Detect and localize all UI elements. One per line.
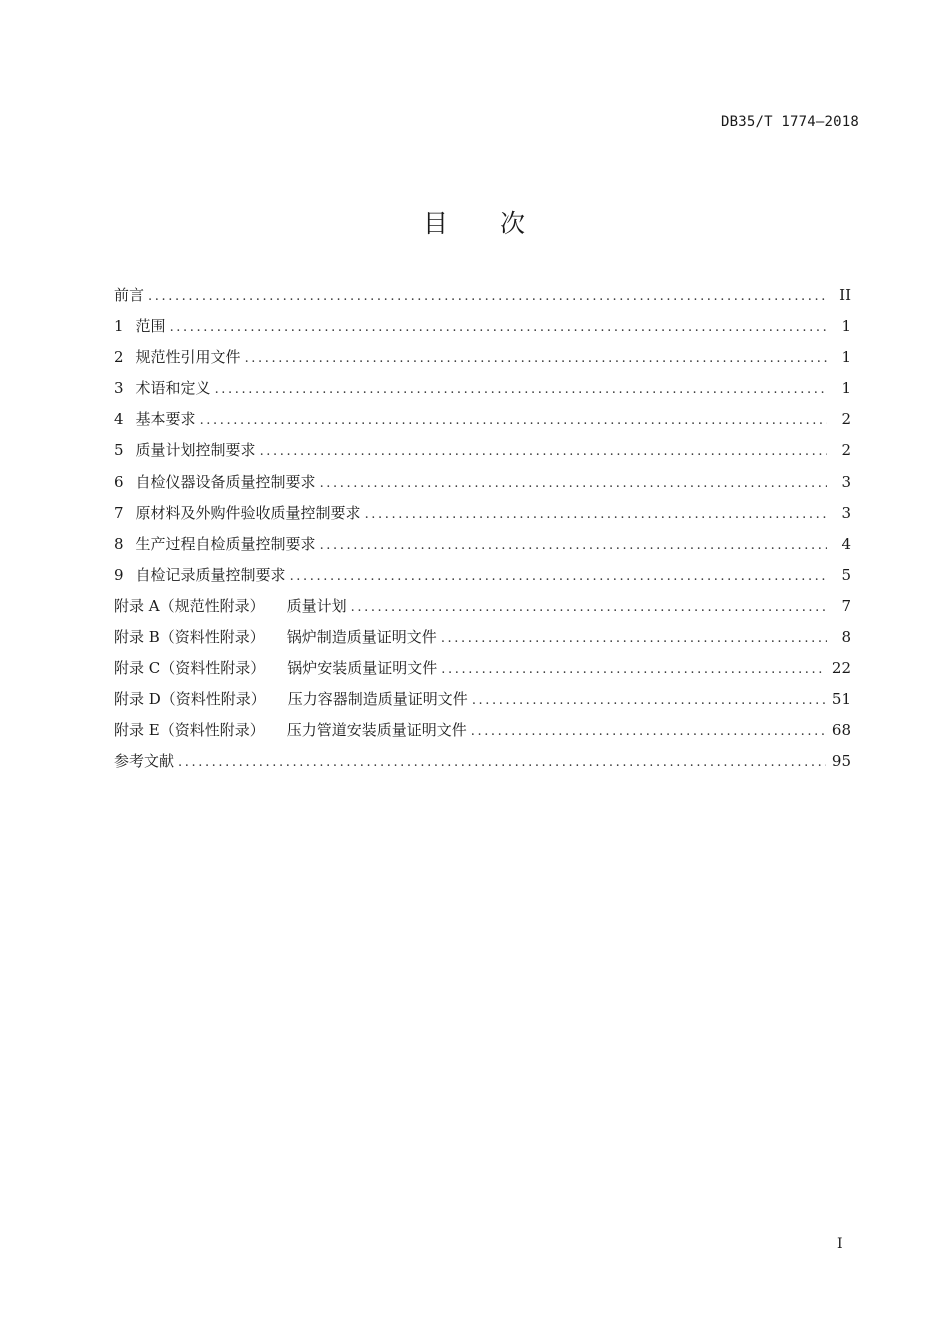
toc-section-title: 范围 — [135, 317, 166, 336]
title-char-1: 目 — [422, 209, 450, 238]
toc-section-title: 自检仪器设备质量控制要求 — [135, 472, 316, 491]
toc-page-number: 5 — [841, 565, 851, 584]
toc-entry-appendix-d[interactable] — [114, 688, 851, 719]
toc-entry-appendix-b[interactable] — [114, 626, 851, 657]
toc-section-number: 6 — [114, 472, 124, 491]
toc-leader-dots — [365, 507, 827, 522]
page-title — [0, 204, 950, 240]
toc-leader-dots — [200, 413, 827, 428]
toc-appendix-label: 附录 E（资料性附录） — [114, 721, 265, 740]
toc-leader-dots — [351, 600, 827, 615]
page-number: I — [837, 1236, 843, 1252]
toc-section-title: 规范性引用文件 — [135, 348, 241, 367]
toc-section-title: 自检记录质量控制要求 — [135, 565, 286, 584]
toc-entry-label — [114, 719, 467, 740]
toc-appendix-title: 锅炉制造质量证明文件 — [286, 628, 437, 647]
document-code: DB35/T 1774—2018 — [720, 114, 859, 130]
toc-leader-dots — [148, 289, 827, 304]
toc-entry-label — [114, 533, 316, 554]
toc-page-number: 3 — [841, 472, 851, 491]
toc-entry-label — [114, 502, 361, 523]
toc-leader-dots — [260, 444, 827, 459]
toc-section-number: 1 — [114, 317, 124, 336]
toc-section-number: 7 — [114, 503, 124, 522]
toc-leader-dots — [320, 476, 827, 491]
toc-entry-references[interactable] — [114, 750, 851, 781]
toc-leader-dots — [441, 662, 826, 677]
toc-entry-6[interactable] — [114, 471, 851, 502]
toc-page-number: 1 — [841, 348, 851, 367]
toc-leader-dots — [320, 538, 827, 553]
toc-section-number: 4 — [114, 410, 124, 429]
toc-entry-5[interactable] — [114, 439, 851, 470]
toc-page-number: II — [839, 286, 851, 304]
toc-section-number: 5 — [114, 441, 124, 460]
toc-section-number: 2 — [114, 348, 124, 367]
toc-entry-label — [114, 346, 241, 367]
toc-leader-dots — [215, 382, 827, 397]
toc-entry-7[interactable] — [114, 502, 851, 533]
toc-appendix-title: 压力容器制造质量证明文件 — [287, 690, 468, 709]
toc-leader-dots — [472, 693, 826, 708]
toc-leader-dots — [471, 724, 826, 739]
toc-entry-label — [114, 657, 437, 678]
toc-section-title: 术语和定义 — [135, 379, 211, 398]
toc-appendix-title: 锅炉安装质量证明文件 — [287, 659, 438, 678]
toc-appendix-label: 附录 B（资料性附录） — [114, 628, 265, 647]
toc-entry-8[interactable] — [114, 533, 851, 564]
toc-entry-label: 参考文献 — [114, 752, 175, 771]
toc-page-number: 1 — [841, 379, 851, 398]
toc-entry-label — [114, 564, 286, 585]
toc-page-number: 2 — [841, 410, 851, 429]
toc-entry-label — [114, 439, 256, 460]
title-char-2: 次 — [500, 209, 528, 238]
toc-appendix-label: 附录 A（规范性附录） — [114, 596, 265, 615]
toc-appendix-title: 压力管道安装质量证明文件 — [286, 721, 467, 740]
toc-section-title: 基本要求 — [135, 410, 196, 429]
toc-entry-2[interactable] — [114, 346, 851, 377]
toc-page-number: 2 — [841, 441, 851, 460]
toc-section-title: 质量计划控制要求 — [135, 441, 256, 460]
toc-entry-label — [114, 315, 166, 336]
toc-entry-appendix-a[interactable] — [114, 595, 851, 626]
toc-entry-label — [114, 377, 211, 398]
toc-page-number: 8 — [841, 628, 851, 647]
toc-entry-1[interactable] — [114, 315, 851, 346]
toc-leader-dots — [441, 631, 827, 646]
toc-leader-dots — [245, 351, 827, 366]
toc-leader-dots — [170, 320, 827, 335]
toc-appendix-title: 质量计划 — [286, 596, 347, 615]
toc-entry-label — [114, 626, 437, 647]
table-of-contents — [114, 284, 851, 782]
toc-section-number: 3 — [114, 379, 124, 398]
toc-leader-dots — [290, 569, 827, 584]
toc-appendix-label: 附录 D（资料性附录） — [114, 690, 266, 709]
toc-page-number: 3 — [841, 503, 851, 522]
toc-leader-dots — [178, 755, 826, 770]
toc-entry-appendix-e[interactable] — [114, 719, 851, 750]
toc-entry-label — [114, 688, 468, 709]
toc-section-title: 生产过程自检质量控制要求 — [135, 534, 316, 553]
toc-page-number: 1 — [841, 317, 851, 336]
toc-appendix-label: 附录 C（资料性附录） — [114, 659, 266, 678]
toc-entry-3[interactable] — [114, 377, 851, 408]
toc-page-number: 51 — [831, 690, 851, 709]
toc-page-number: 22 — [831, 659, 851, 678]
toc-entry-label — [114, 595, 347, 616]
toc-entry-foreword[interactable] — [114, 284, 851, 315]
toc-entry-label — [114, 471, 316, 492]
toc-entry-label: 前言 — [114, 286, 145, 304]
toc-page-number: 7 — [841, 596, 851, 615]
toc-entry-9[interactable] — [114, 564, 851, 595]
toc-section-number: 9 — [114, 565, 124, 584]
toc-entry-label — [114, 408, 196, 429]
toc-section-number: 8 — [114, 534, 124, 553]
toc-entry-appendix-c[interactable] — [114, 657, 851, 688]
toc-section-title: 原材料及外购件验收质量控制要求 — [135, 503, 361, 522]
toc-entry-4[interactable] — [114, 408, 851, 439]
toc-page-number: 68 — [831, 721, 851, 740]
toc-page-number: 95 — [831, 752, 851, 771]
toc-page-number: 4 — [841, 534, 851, 553]
